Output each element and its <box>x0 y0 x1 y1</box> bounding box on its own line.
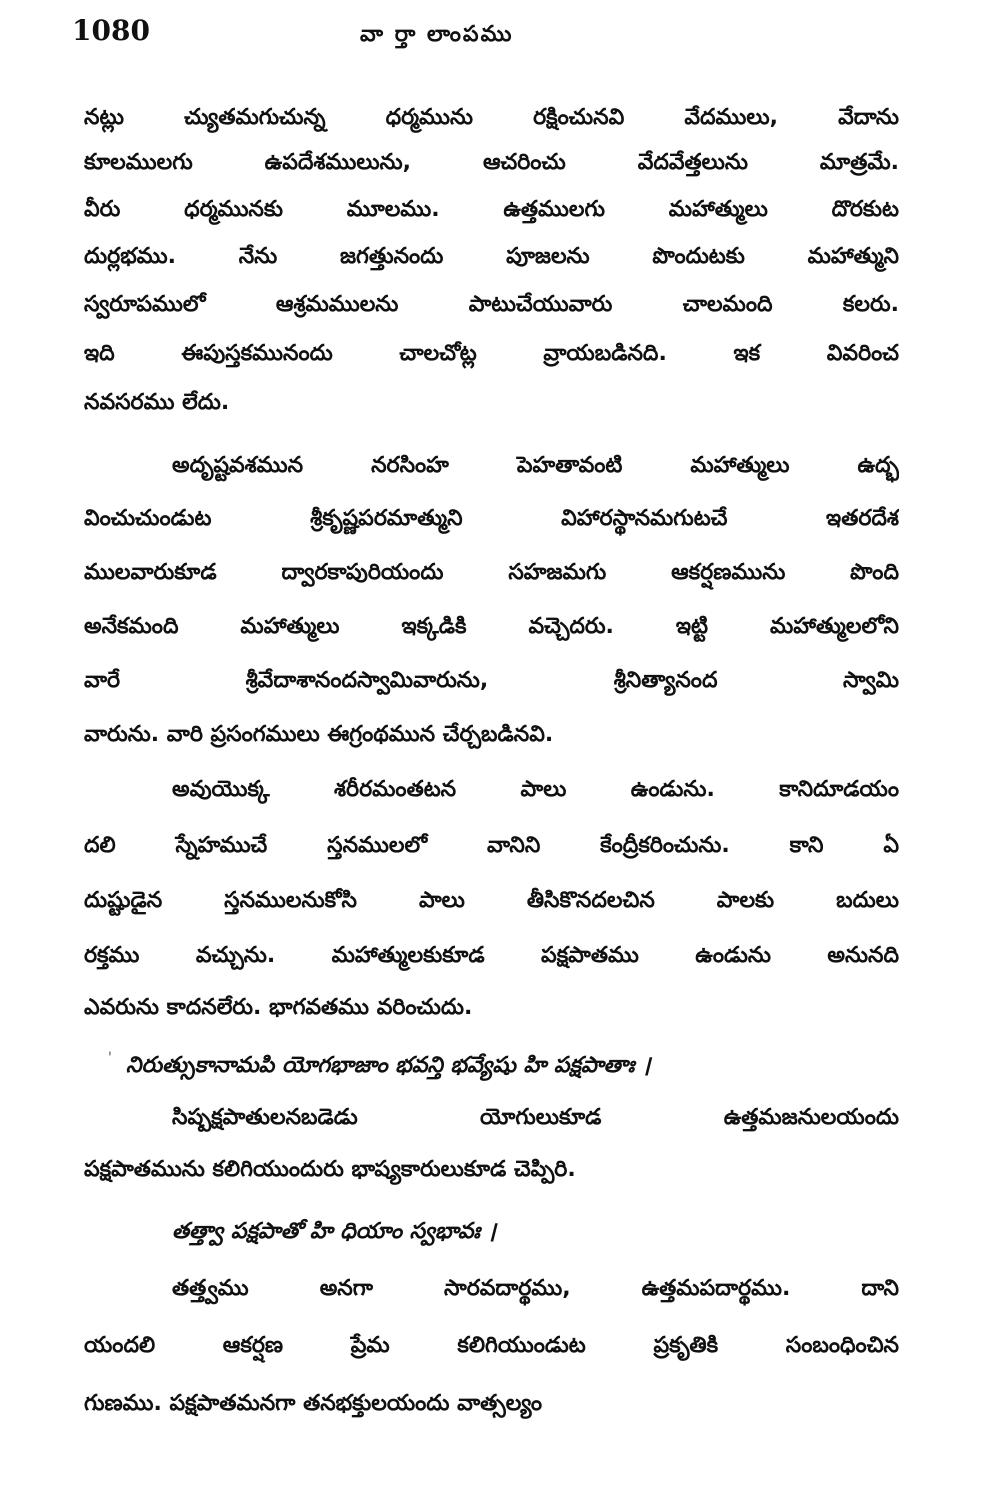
text-line: తత్త్వము అనగా సారవదార్థము, ఉత్తమపదార్థము. దాని <box>172 1276 899 1301</box>
text-line: ఎవరును కాదనలేరు. భాగవతము వరించుదు. <box>84 995 473 1020</box>
text-line: పక్షపాతమును కలిగియుందురు భాష్యకారులుకూడ చెప్పిరి. <box>84 1157 576 1182</box>
sanskrit-verse: తత్త్వా పక్షపాతో హి ధియాం స్వభావః । <box>172 1219 497 1244</box>
text-line: వీరు ధర్మమునకు మూలము. ఉత్తములగు మహాత్ములు దొరకుట <box>84 197 899 222</box>
text-line: అవుయొక్క శరీరమంతటన పాలు ఉండును. కానిదూడయం <box>172 777 899 802</box>
text-line: యందలి ఆకర్షణ ప్రేమ కలిగియుండుట ప్రకృతికి సంబంధించిన <box>84 1333 899 1358</box>
text-line: అనేకమంది మహాత్ములు ఇక్కడికి వచ్చెదరు. ఇట్టి మహాత్ములలోని <box>84 614 899 639</box>
page-number: 1080 <box>72 14 150 47</box>
text-line: దుష్టుడైన స్తనములనుకోసి పాలు తీసికొనదలచిన పాలకు బదులు <box>84 888 899 913</box>
text-line: దలి స్నేహముచే స్తనములలో వానిని కేంద్రీకరించును. కాని ఏ <box>84 833 899 858</box>
text-line: అదృష్టవశమున నరసింహ పెహతావంటి మహాత్ములు ఉద్భ <box>172 453 899 478</box>
text-line: నట్లు చ్యుతమగుచున్న ధర్మమును రక్షించునవి వేదములు, వేదాను <box>84 105 899 130</box>
sanskrit-verse: నిరుత్సుకానామపి యోగభాజాం భవన్తి భవ్యేషు హి పక్షపాతాః । <box>126 1053 651 1078</box>
text-line: వారే శ్రీవేదాశానందస్వామివారును, శ్రీనిత్యానంద స్వామి <box>84 668 899 693</box>
text-line: వారును. వారి ప్రసంగములు ఈగ్రంథమున చేర్చబడినవి. <box>84 722 554 747</box>
text-line: కూలములగు ఉపదేశములును, ఆచరించు వేదవేత్తలును మాత్రమే. <box>84 150 899 175</box>
text-line: రక్తము వచ్చును. మహాత్ములకుకూడ పక్షపాతము ఉండును అనునది <box>84 943 899 968</box>
text-line: ఇది ఈపుస్తకమునందు చాలచోట్ల వ్రాయబడినది. ఇక వివరించ <box>84 341 899 366</box>
margin-mark: ' <box>108 1050 112 1066</box>
text-line: వించుచుండుట శ్రీకృష్ణపరమాత్ముని విహారస్థానమగుటచే ఇతరదేశ <box>84 506 899 531</box>
text-line: సిష్పక్షపాతులనబడెడు యోగులుకూడ ఉత్తమజనులయందు <box>172 1105 899 1130</box>
text-line: నవసరము లేదు. <box>84 390 230 415</box>
running-title: వా ర్తా లాంపము <box>360 22 514 47</box>
text-line: ములవారుకూడ ద్వారకాపురియందు సహజమగు ఆకర్షణమును పొంది <box>84 560 899 585</box>
text-line: దుర్లభము. నేను జగత్తునందు పూజలను పొందుటకు మహాత్ముని <box>84 244 899 269</box>
text-line: గుణము. పక్షపాతమనగా తనభక్తులయందు వాత్సల్యం <box>84 1391 543 1416</box>
text-line: స్వరూపములో ఆశ్రమములను పాటుచేయువారు చాలమంది కలరు. <box>84 292 899 317</box>
